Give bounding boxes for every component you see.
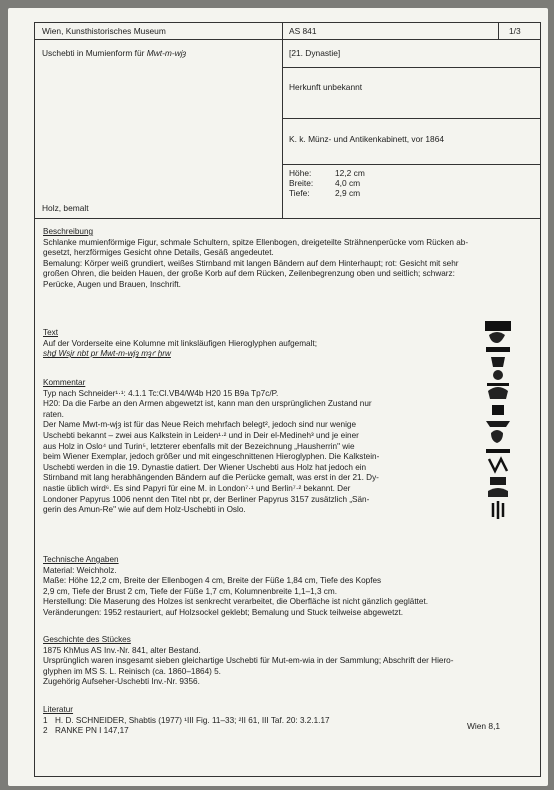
museum-name: Wien, Kunsthistorisches Museum — [42, 26, 166, 36]
dimension-label: Tiefe: — [289, 188, 310, 199]
provenance: Herkunft unbekannt — [289, 82, 363, 92]
text-line: Zugehörig Aufseher-Uschebti Inv.-Nr. 9356. — [43, 677, 200, 687]
info-divider — [35, 218, 540, 219]
text-line: 1875 KhMus AS Inv.-Nr. 841, alter Bestand. — [43, 645, 201, 655]
catalog-frame — [34, 22, 541, 777]
material: Holz, bemalt — [42, 203, 89, 213]
section-technische-angaben — [43, 555, 531, 619]
dynasty: [21. Dynastie] — [289, 48, 341, 58]
literature-text: RANKE PN I 147,17 — [55, 726, 129, 736]
section-literatur — [43, 705, 531, 737]
row-divider-1 — [282, 67, 540, 68]
text-line: Herstellung: Die Maserung des Holzes ist senkrecht verarbeitet, die Oberfläche ist nicht gänzlich geglättet. — [43, 597, 429, 607]
text-line: Uschebti bekannt – zwei aus Kalkstein in Leiden¹·² und in Deir el-Medineh³ und je einer — [43, 430, 359, 440]
section-geschichte — [43, 635, 531, 688]
dimension-row — [289, 178, 365, 188]
text-line: H20: Da die Farbe an den Armen abgewetzt ist, kann man den ursprünglichen Zustand nur — [43, 399, 372, 409]
text-line: Auf der Vorderseite eine Kolumne mit linksläufigen Hieroglyphen aufgemalt; — [43, 338, 317, 348]
dimension-row — [289, 168, 365, 178]
transliteration-line: sḥḏ Wsjr nbt pr Mwt-m-wjȝ mȝꜥ ḫrw — [43, 349, 171, 359]
text-line: Perücke, Augen und Brauen, Inschrift. — [43, 279, 181, 289]
page-number: 1/3 — [509, 26, 521, 36]
text-line: großen Ohren, die beiden Hauen, der große Korb auf dem Rücken, Zeilenbegrenzung oben und seitlich; schwarz: — [43, 269, 455, 279]
text-line: glyphen im MS S. L. Reinisch (ca. 1860–1864) 5. — [43, 666, 221, 676]
text-line: Schlanke mumienförmige Figur, schmale Schultern, spitze Ellenbogen, dreigeteilte Strähnenperücke vom Rücken ab- — [43, 237, 469, 247]
text-line: aus Holz in Oslo⁴ und Turin⁵, letzterer ebenfalls mit der Bezeichnung „Hausherrin" wie — [43, 441, 355, 451]
literature-number: 2 — [43, 726, 48, 736]
section-kommentar — [43, 378, 463, 516]
section-heading: Geschichte des Stückes — [43, 635, 131, 644]
text-line: Veränderungen: 1952 restauriert, auf Holzsockel geklebt; Bemalung und Stuck teilweise abgewetzt. — [43, 607, 404, 617]
text-line: 2,9 cm, Tiefe der Brust 2 cm, Tiefe der Füße 1,7 cm, Kolumnenbreite 1,1–1,3 cm. — [43, 586, 337, 596]
section-heading: Text — [43, 328, 59, 337]
page-divider — [498, 23, 499, 39]
section-heading: Technische Angaben — [43, 555, 119, 564]
text-line: Ursprünglich waren insgesamt sieben gleichartige Uschebti für Mut-em-wia in der Sammlung; Abschrift der Hiero- — [43, 656, 454, 666]
literature-entry — [43, 716, 531, 727]
dimension-value: 12,2 cm — [335, 168, 365, 178]
row-divider-3 — [282, 164, 540, 165]
inventory-number: AS 841 — [289, 26, 317, 36]
catalog-reference: Wien 8,1 — [467, 721, 501, 731]
dimensions-table — [289, 168, 365, 198]
literature-entry — [43, 726, 531, 737]
collection: K. k. Münz- und Antikenkabinett, vor 1864 — [289, 134, 445, 144]
text-line: gesetzt, herzförmiges Gesicht ohne Details, Gesäß angedeutet. — [43, 248, 274, 258]
text-line: Londoner Papyrus 1006 nennt den Titel nbt pr, der Berliner Papyrus 3157 zusätzlich „Sän- — [43, 494, 370, 504]
text-line: Der Name Mwt-m-wjȝ ist für das Neue Reich mehrfach belegt², jedoch sind nur wenige — [43, 420, 357, 430]
text-line: Maße: Höhe 12,2 cm, Breite der Ellenbogen 4 cm, Breite der Füße 1,84 cm, Tiefe des Kopfes — [43, 576, 382, 586]
text-line: Uschebti werden in die 19. Dynastie datiert. Der Wiener Uschebti aus Holz hat jedoch ein — [43, 462, 367, 472]
catalog-sheet — [8, 8, 548, 786]
column-divider — [282, 23, 283, 218]
text-line: Stirnband mit lang herabhängenden Bändern auf die Perücke gemalt, was erst in der 21. Dy- — [43, 473, 379, 483]
text-line: Bemalung: Körper weiß grundiert, weißes Stirnband mit langen Bändern auf dem Hinterhaupt; rot: Gesicht mit sehr — [43, 258, 459, 268]
section-heading: Beschreibung — [43, 227, 94, 236]
text-line: Typ nach Schneider¹·¹: 4.1.1 Tc:Cl.VB4/W4b H20 15 B9a Tp7c/P. — [43, 388, 279, 398]
literature-text: H. D. SCHNEIDER, Shabtis (1977) ¹III Fig. 11–33; ²II 61, III Taf. 20: 3.2.1.17 — [55, 715, 330, 725]
section-heading: Literatur — [43, 705, 74, 714]
literature-number: 1 — [43, 715, 48, 725]
section-text — [43, 328, 531, 360]
object-title-text: Uschebti in Mumienform für — [42, 48, 147, 58]
hieroglyph-column-drawing — [471, 319, 523, 529]
section-beschreibung — [43, 227, 531, 291]
object-title — [42, 48, 186, 58]
dimension-label: Höhe: — [289, 168, 312, 178]
text-line: gerin des Amun-Re" wie auf dem Holz-Uschebti in Oslo. — [43, 505, 246, 515]
header-divider — [35, 39, 540, 40]
object-title-name: Mwt-m-wjȝ — [146, 48, 187, 58]
dimension-row — [289, 188, 365, 198]
text-line: beim Wiener Exemplar, jedoch größer und mit eingeschnittenen Hieroglyphen. Die Kalkstein- — [43, 452, 380, 462]
dimension-value: 4,0 cm — [335, 178, 361, 189]
section-heading: Kommentar — [43, 378, 86, 387]
dimension-value: 2,9 cm — [335, 188, 361, 199]
text-line: nastie üblich wird⁶. Es sind Papyri für eine M. in London⁷·¹ und Berlin⁷·² bekannt. Der — [43, 483, 351, 493]
row-divider-2 — [282, 118, 540, 119]
text-line: raten. — [43, 409, 64, 419]
dimension-label: Breite: — [289, 178, 314, 189]
text-line: Material: Weichholz. — [43, 565, 117, 575]
